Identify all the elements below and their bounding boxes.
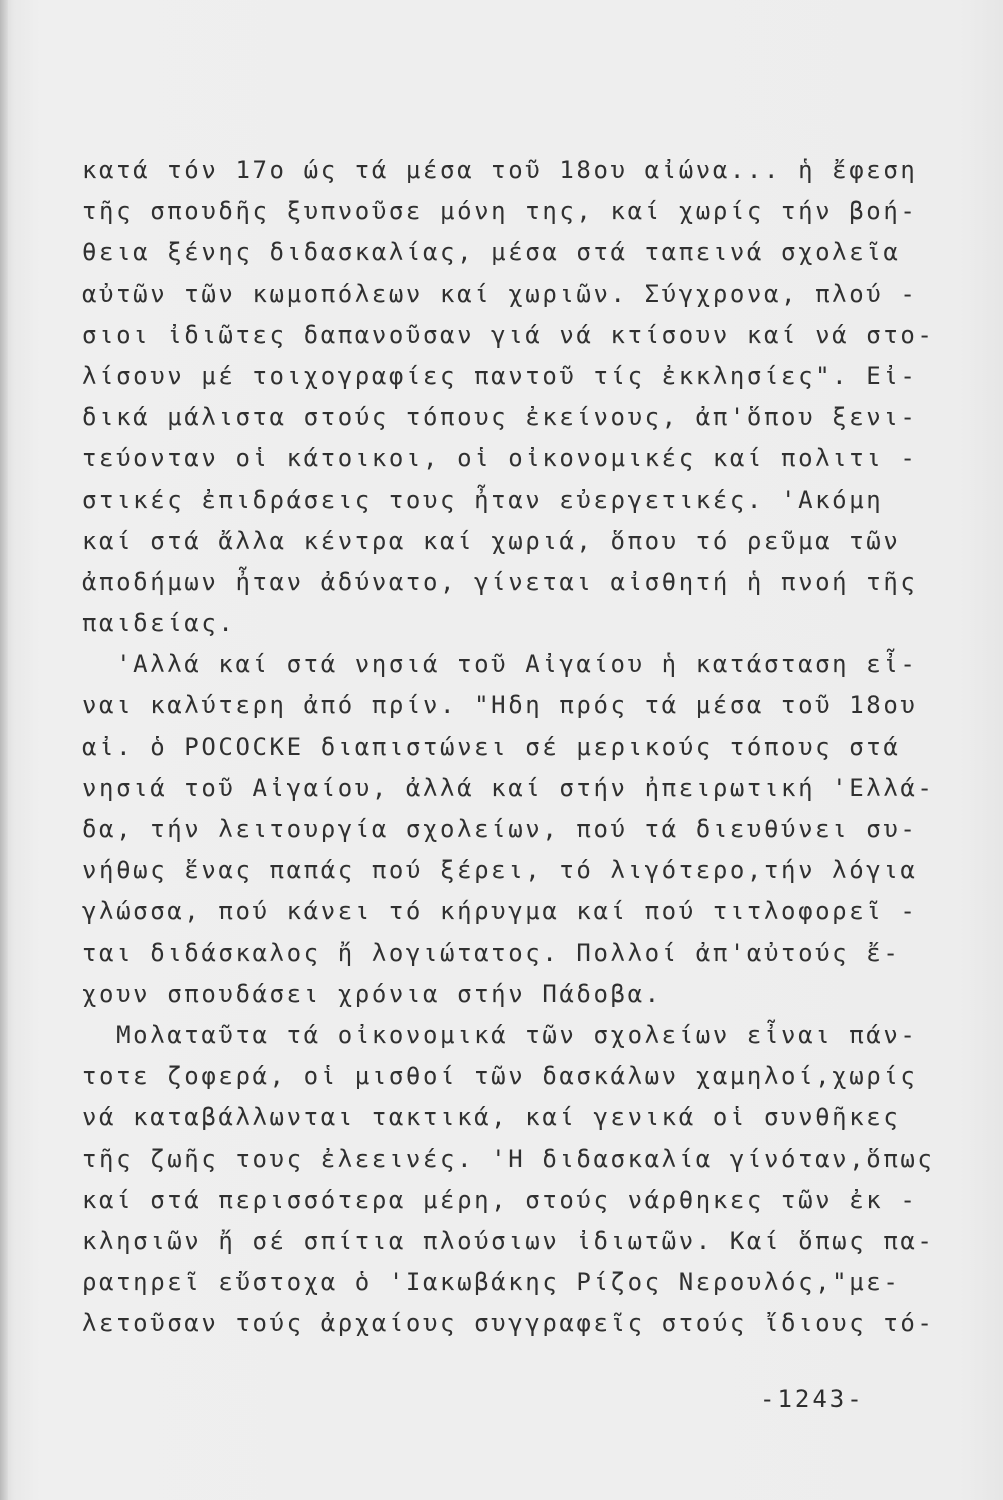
text-line: ναι καλύτερη ἀπό πρίν. "Ηδη πρός τά μέσα τοῦ 18ου [82, 691, 918, 720]
text-line: τῆς σπουδῆς ξυπνοῦσε μόνη της, καί χωρίς τήν βοή- [82, 197, 918, 226]
binding-edge [0, 0, 8, 1500]
text-line: ται διδάσκαλος ἤ λογιώτατος. Πολλοί ἀπ'αὐτούς ἔ- [82, 938, 901, 967]
text-line: κατά τόν 17ο ώς τά μέσα τοῦ 18ου αἰώνα... ἡ ἔφεση [82, 156, 918, 184]
text-line: λίσουν μέ τοιχογραφίες παντοῦ τίς ἐκκλησίες". Εἰ- [82, 361, 918, 390]
text-line: δα, τήν λειτουργία σχολείων, πού τά διευθύνει συ- [82, 815, 918, 843]
text-line: νησιά τοῦ Αἰγαίου, ἀλλά καί στήν ἠπειρωτική 'Ελλά- [82, 773, 935, 802]
text-line: παιδείας. [82, 609, 236, 638]
page-number: -1243- [760, 1385, 865, 1413]
text-line: αὐτῶν τῶν κωμοπόλεων καί χωριῶν. Σύγχρονα, πλού - [82, 279, 918, 308]
text-line: Μολαταῦτα τά οἰκονομικά τῶν σχολείων εἶναι πάν- [82, 1020, 918, 1049]
text-line: στικές ἐπιδράσεις τους ἦταν εὐεργετικές. 'Ακόμη [82, 485, 884, 514]
text-line: γλώσσα, πού κάνει τό κήρυγμα καί πού τιτλοφορεῖ - [82, 897, 918, 926]
text-line: χουν σπουδάσει χρόνια στήν Πάδοβα. [82, 979, 662, 1008]
text-line: τῆς ζωῆς τους ἐλεεινές. 'Η διδασκαλία γίνόταν,ὅπως [82, 1144, 935, 1173]
text-line: τοτε ζοφερά, οἱ μισθοί τῶν δασκάλων χαμηλοί,χωρίς [82, 1062, 918, 1091]
text-line: δικά μάλιστα στούς τόπους ἐκείνους, ἀπ'ὅπου ξενι- [82, 403, 918, 432]
text-line: καί στά περισσότερα μέρη, στούς νάρθηκες τῶν ἐκ - [82, 1185, 918, 1214]
text-line: 'Αλλά καί στά νησιά τοῦ Αἰγαίου ἡ κατάσταση εἶ- [82, 650, 918, 679]
body-text [82, 150, 935, 1344]
text-line: αἰ. ὁ POCOCKE διαπιστώνει σέ μερικούς τόπους στά [82, 732, 901, 761]
text-line: ἀποδήμων ἦταν ἀδύνατο, γίνεται αἰσθητή ἡ πνοή τῆς [82, 567, 918, 596]
text-line: λετοῦσαν τούς ἀρχαίους συγγραφεῖς στούς ἴδιους τό- [82, 1309, 935, 1338]
text-line: νά καταβάλλωνται τακτικά, καί γενικά οἱ συνθῆκες [82, 1103, 901, 1132]
text-line: κλησιῶν ἤ σέ σπίτια πλούσιων ἰδιωτῶν. Καί ὅπως πα- [82, 1226, 935, 1255]
text-line: ρατηρεῖ εὔστοχα ὁ 'Ιακωβάκης Ρίζος Νερουλός,"με- [82, 1268, 901, 1297]
text-line: θεια ξένης διδασκαλίας, μέσα στά ταπεινά σχολεῖα [82, 238, 901, 267]
text-line: καί στά ἄλλα κέντρα καί χωριά, ὅπου τό ρεῦμα τῶν [82, 526, 901, 555]
text-line: τεύονταν οἱ κάτοικοι, οἱ οἰκονομικές καί πολιτι - [82, 444, 918, 473]
text-line: νήθως ἕνας παπάς πού ξέρει, τό λιγότερο,τήν λόγια [82, 856, 918, 885]
text-line: σιοι ἰδιῶτες δαπανοῦσαν γιά νά κτίσουν καί νά στο- [82, 320, 935, 349]
